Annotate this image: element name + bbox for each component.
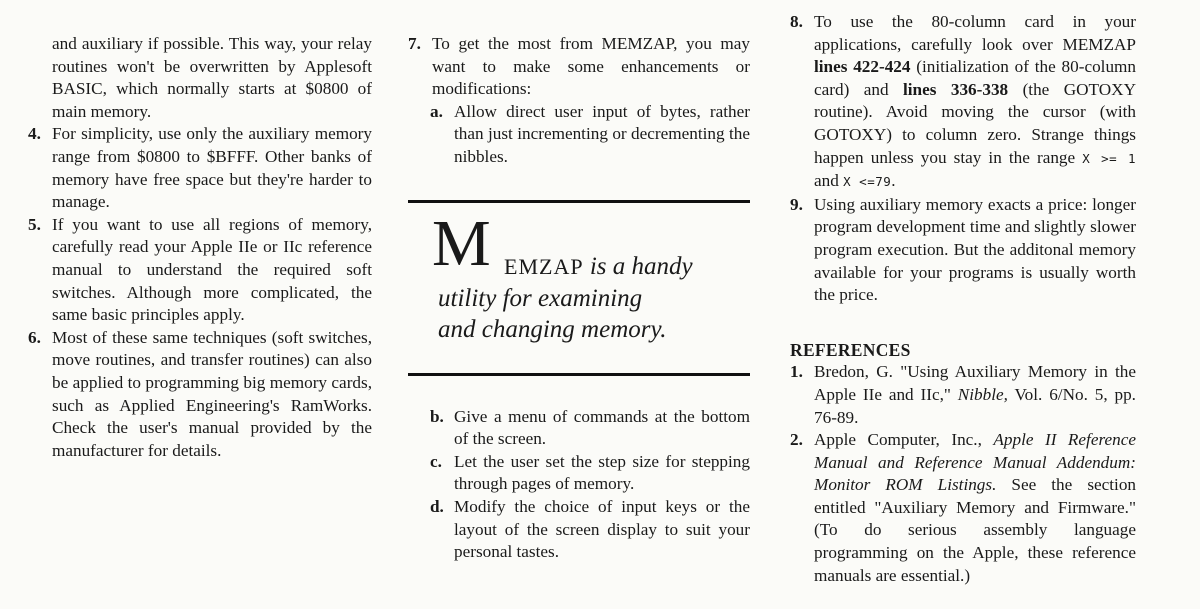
list-item-5 bbox=[28, 214, 372, 327]
sub-item-letter: c. bbox=[430, 451, 442, 471]
paragraph-continuation: and auxiliary if possible. This way, your relay routines won't be overwritten by Applesoft BASIC, which normally starts at $0800 of main memory. bbox=[52, 34, 372, 121]
pullquote-initial: M bbox=[432, 206, 491, 280]
item-number: 4. bbox=[28, 124, 41, 144]
sub-item-letter: a. bbox=[430, 101, 443, 121]
item-text: To use the 80-column card in your applications, carefully look over MEMZAP lines 422-424 (initialization of the 80-column card) and lines 336-338 (the GOTOXY routine). Avoid moving the cursor (with GOTOXY) to column zero. Strange things happen unless you stay in the range X >= 1 and X <=79. bbox=[814, 12, 1136, 191]
pullquote-line-1: EMZAP is a handy bbox=[504, 252, 693, 280]
sub-item-text: Allow direct user input of bytes, rather than just incrementing or decrementing the nibbles. bbox=[454, 101, 750, 166]
reference-1 bbox=[790, 361, 1136, 429]
column-right bbox=[790, 0, 1136, 609]
pullquote-line-3: and changing memory. bbox=[438, 315, 667, 343]
column-left bbox=[28, 0, 372, 609]
item-number: 9. bbox=[790, 194, 803, 214]
list-item-9 bbox=[790, 194, 1136, 307]
sub-item-letter: b. bbox=[430, 406, 444, 426]
item-text: If you want to use all regions of memory, carefully read your Apple IIe or IIc reference manual to understand the required soft switches. Although more complicated, the same basic principles apply. bbox=[52, 214, 372, 325]
item-text: To get the most from MEMZAP, you may want to make some enhancements or modifications: bbox=[432, 34, 750, 99]
sub-item-c bbox=[430, 451, 750, 496]
item-text: Using auxiliary memory exacts a price: longer program development time and slightly slower program execution. But the additonal memory available for your programs is usually worth the price. bbox=[814, 194, 1136, 305]
list-item-6 bbox=[28, 327, 372, 463]
column-middle bbox=[408, 0, 750, 609]
reference-text: Bredon, G. "Using Auxiliary Memory in the Apple IIe and IIc," Nibble, Vol. 6/No. 5, pp. 76-89. bbox=[814, 362, 1136, 427]
sub-item-d bbox=[430, 496, 750, 564]
pullquote bbox=[408, 203, 750, 373]
references-heading: REFERENCES bbox=[790, 339, 911, 360]
sub-item-text: Modify the choice of input keys or the layout of the screen display to suit your personal tastes. bbox=[454, 496, 750, 562]
sub-item-letter: d. bbox=[430, 496, 444, 516]
list-item-7 bbox=[408, 33, 750, 101]
reference-text: Apple Computer, Inc., Apple II Reference Manual and Reference Manual Addendum: Monitor ROM Listings. See the section entitled "Auxiliary Memory and Firmware." (To do serious assembly language programming on the Apple, these reference manuals are essential.) bbox=[814, 430, 1137, 585]
pullquote-line-2: utility for examining bbox=[438, 284, 643, 312]
item-number: 6. bbox=[28, 327, 41, 347]
sub-item-a bbox=[430, 101, 750, 169]
sub-item-b bbox=[430, 406, 750, 451]
list-item-8 bbox=[790, 11, 1136, 194]
item-text: For simplicity, use only the auxiliary memory range from $0800 to $BFFF. Other banks of memory have free space but they're harder to manage. bbox=[52, 124, 372, 212]
item-text: Most of these same techniques (soft switches, move routines, and transfer routines) can also be applied to programming big memory cards, such as Applied Engineering's RamWorks. Check the user's manual provided by the manufacturer for details. bbox=[52, 327, 372, 460]
item-number: 8. bbox=[790, 12, 803, 31]
list-item-4 bbox=[28, 123, 372, 213]
item-number: 7. bbox=[408, 34, 421, 53]
item-number: 5. bbox=[28, 214, 41, 234]
reference-number: 1. bbox=[790, 362, 803, 382]
sub-item-text: Let the user set the step size for stepping through pages of memory. bbox=[454, 451, 750, 494]
reference-number: 2. bbox=[790, 430, 803, 450]
reference-2 bbox=[790, 429, 1136, 587]
sub-item-text: Give a menu of commands at the bottom of the screen. bbox=[454, 406, 750, 449]
